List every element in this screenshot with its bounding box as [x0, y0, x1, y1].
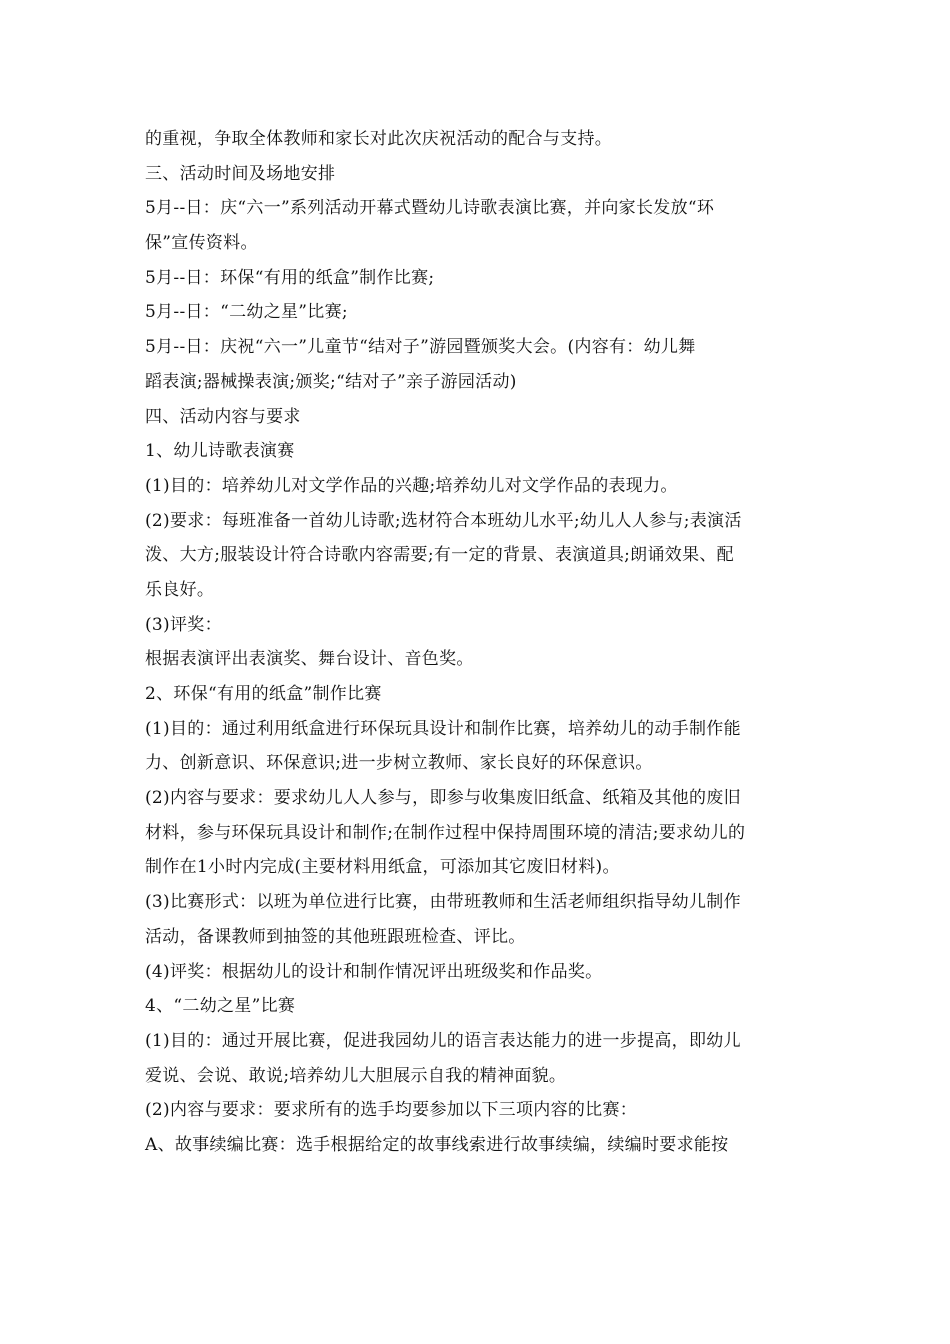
subsection-heading: 1、幼儿诗歌表演赛 [145, 441, 295, 462]
text-line: (2)要求：每班准备一首幼儿诗歌;选材符合本班幼儿水平;幼儿人人参与;表演活 [145, 510, 742, 531]
subsection-heading: 4、“二幼之星”比赛 [145, 996, 296, 1017]
text-line: (2)内容与要求：要求所有的选手均要参加以下三项内容的比赛： [145, 1100, 638, 1121]
text-line: 5月--日：“二幼之星”比赛; [145, 302, 348, 323]
text-line: 蹈表演;器械操表演;颁奖;“结对子”亲子游园活动) [145, 371, 517, 392]
text-line: (3)比赛形式：以班为单位进行比赛，由带班教师和生活老师组织指导幼儿制作 [145, 892, 741, 913]
text-line: 乐良好。 [145, 579, 215, 600]
subsection-heading: 2、环保“有用的纸盒”制作比赛 [145, 684, 382, 704]
text-line: 根据表演评出表演奖、舞台设计、音色奖。 [145, 649, 474, 670]
text-line: (1)目的：通过利用纸盒进行环保玩具设计和制作比赛，培养幼儿的动手制作能 [145, 718, 741, 739]
text-line: (4)评奖：根据幼儿的设计和制作情况评出班级奖和作品奖。 [145, 961, 603, 982]
text-line: 爱说、会说、敢说;培养幼儿大胆展示自我的精神面貌。 [145, 1065, 567, 1086]
text-line: 制作在1小时内完成(主要材料用纸盒，可添加其它废旧材料)。 [145, 857, 620, 878]
document-body [145, 122, 810, 1163]
text-line: 5月--日：环保“有用的纸盒”制作比赛; [145, 267, 435, 288]
text-line: 的重视，争取全体教师和家长对此次庆祝活动的配合与支持。 [145, 129, 613, 149]
text-line: 力、创新意识、环保意识;进一步树立教师、家长良好的环保意识。 [145, 753, 653, 774]
text-line: (1)目的：通过开展比赛，促进我园幼儿的语言表达能力的进一步提高，即幼儿 [145, 1030, 741, 1051]
text-line: 泼、大方;服装设计符合诗歌内容需要;有一定的背景、表演道具;朗诵效果、配 [145, 545, 734, 566]
section-heading: 三、活动时间及场地安排 [145, 163, 336, 184]
text-line: (1)目的：培养幼儿对文学作品的兴趣;培养幼儿对文学作品的表现力。 [145, 475, 678, 496]
text-line: 活动，备课教师到抽签的其他班跟班检查、评比。 [145, 926, 526, 947]
text-line: 5月--日：庆祝“六一”儿童节“结对子”游园暨颁奖大会。(内容有：幼儿舞 [145, 337, 696, 358]
text-line: A、故事续编比赛：选手根据给定的故事线索进行故事续编，续编时要求能按 [145, 1134, 729, 1155]
text-line: 保”宣传资料。 [145, 233, 258, 254]
text-line: 5月--日：庆“六一”系列活动开幕式暨幼儿诗歌表演比赛，并向家长发放“环 [145, 198, 715, 219]
text-line: (3)评奖： [145, 614, 222, 635]
section-heading: 四、活动内容与要求 [145, 406, 301, 427]
text-line: (2)内容与要求：要求幼儿人人参与，即参与收集废旧纸盒、纸箱及其他的废旧 [145, 788, 741, 809]
text-line: 材料，参与环保玩具设计和制作;在制作过程中保持周围环境的清洁;要求幼儿的 [145, 822, 746, 843]
